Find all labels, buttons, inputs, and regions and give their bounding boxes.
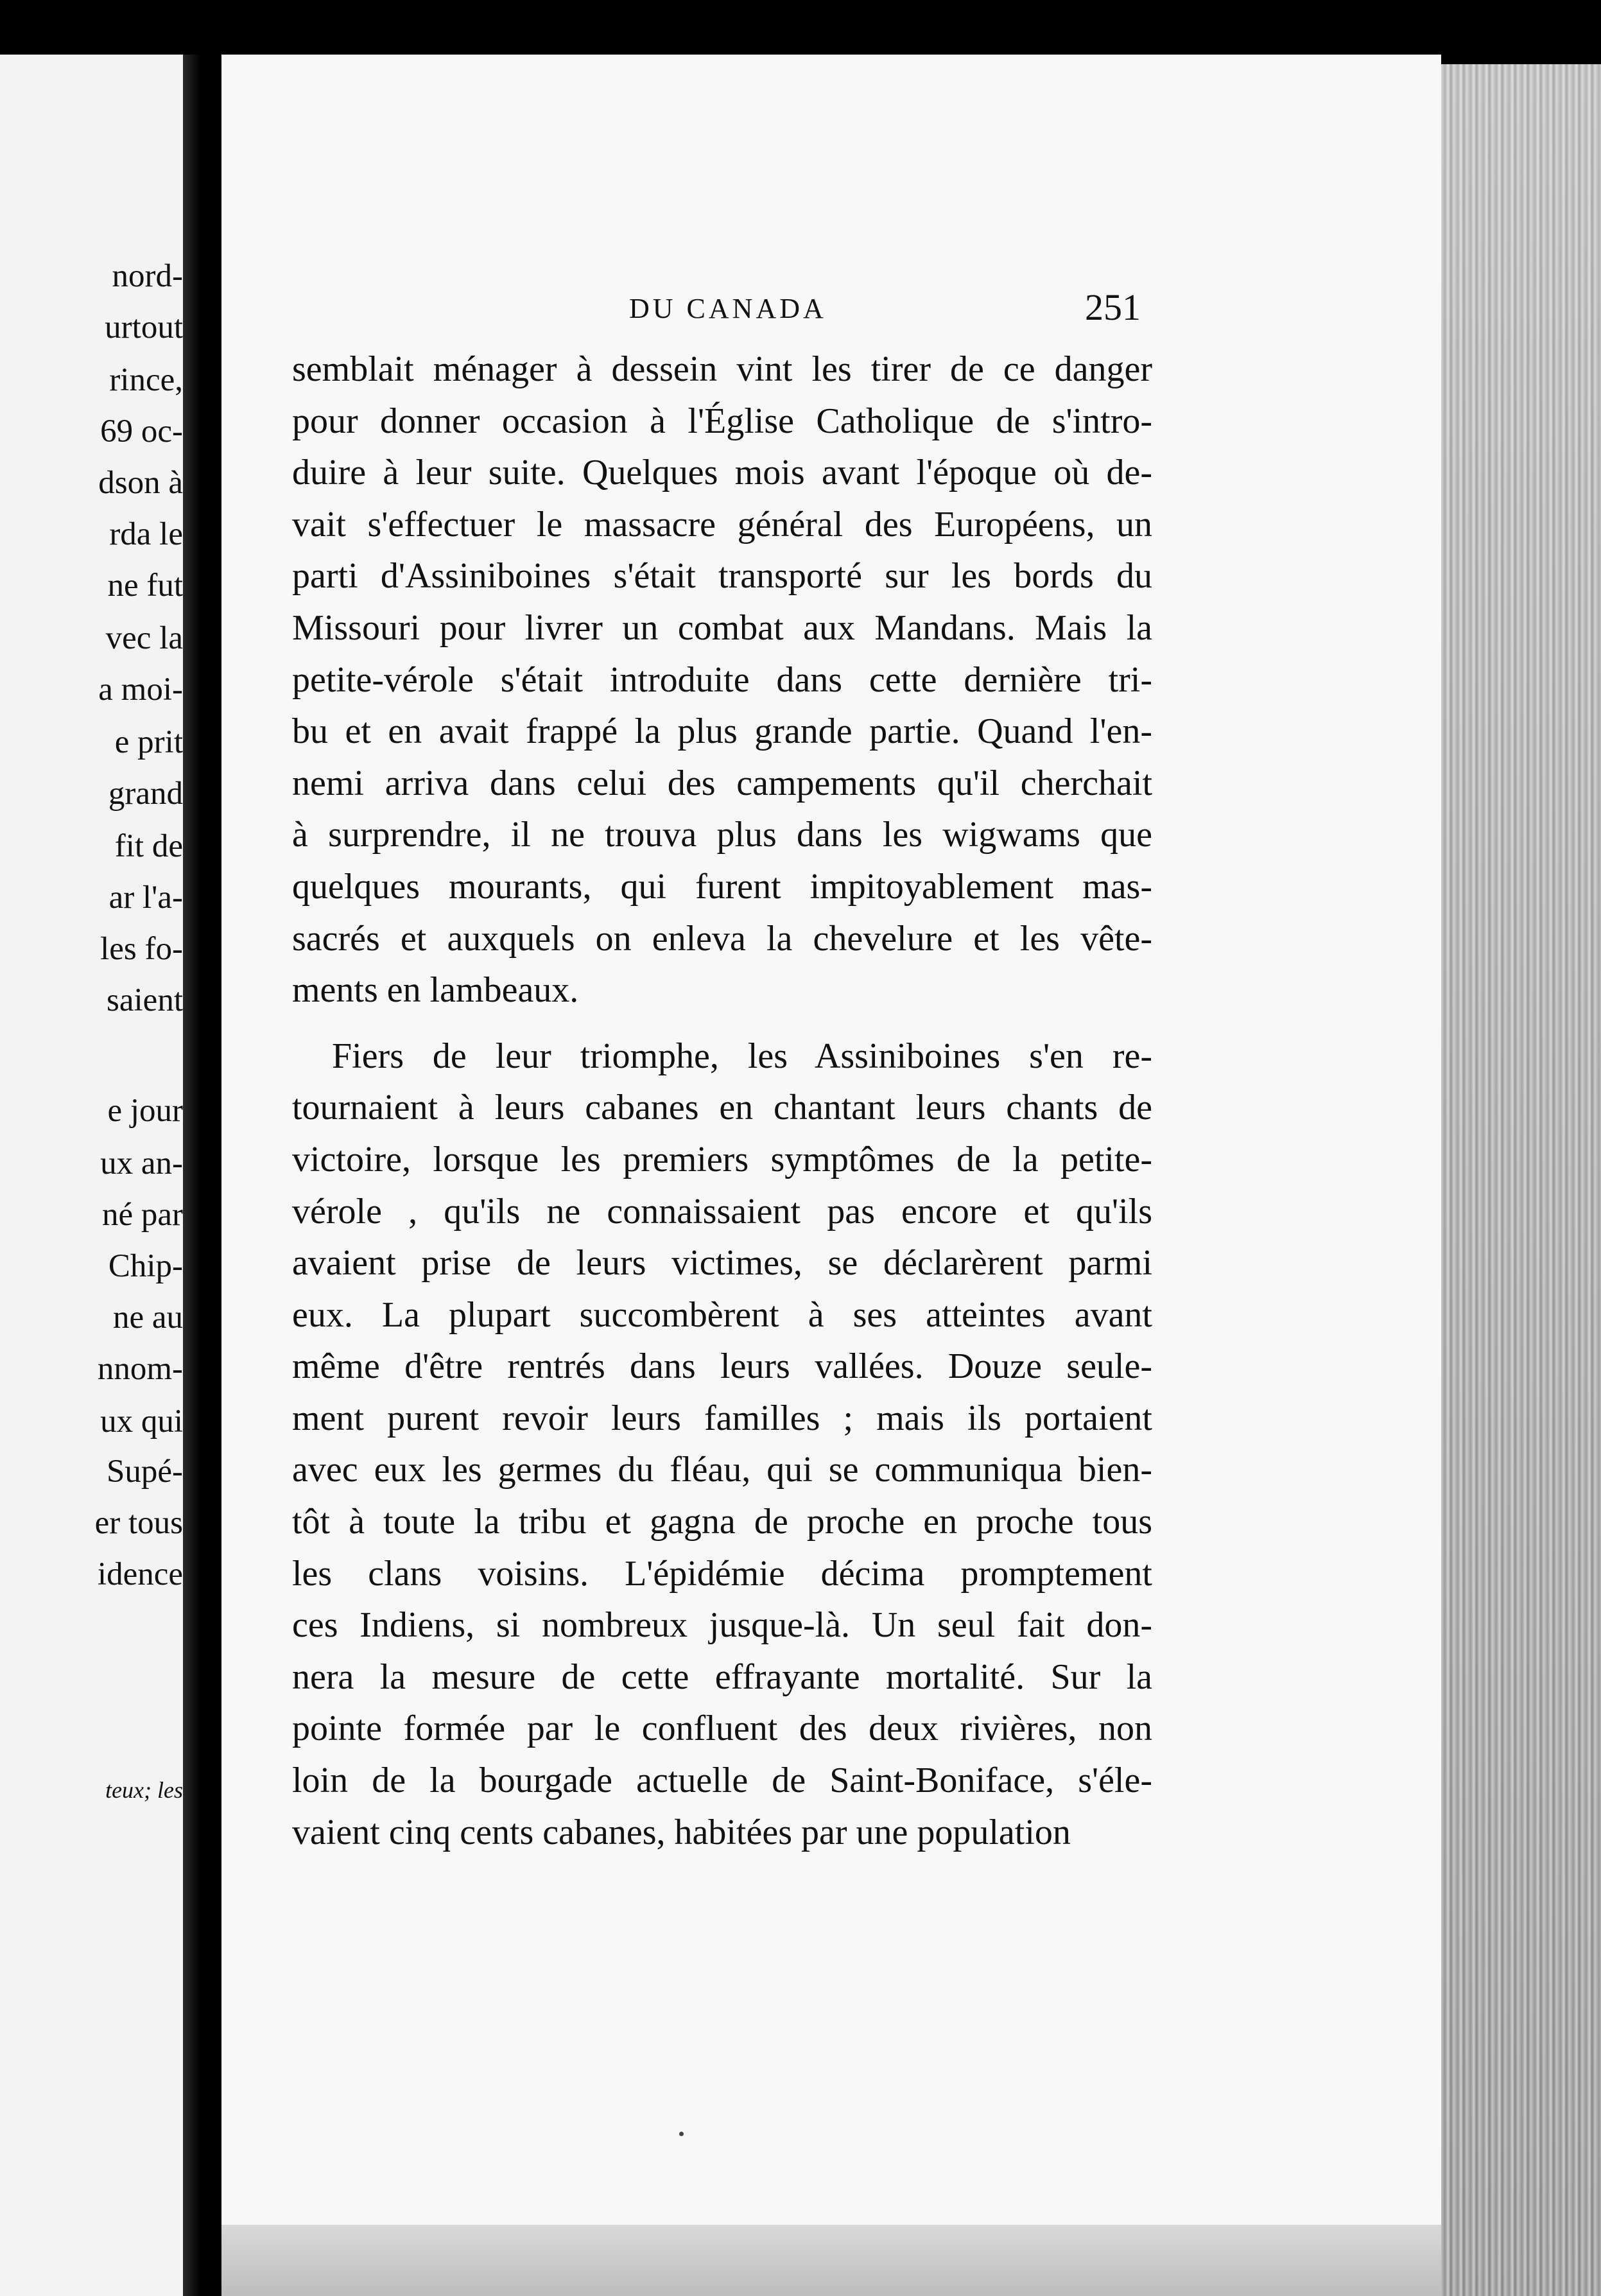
text-line: loin de la bourgade actuelle de Saint-Boniface, s'éle- bbox=[292, 1761, 1152, 1801]
left-page-line: Supé- bbox=[107, 1454, 183, 1490]
text-line: eux. La plupart succombèrent à ses atteintes avant bbox=[292, 1294, 1152, 1335]
text-line: duire à leur suite. Quelques mois avant l'époque où de- bbox=[292, 453, 1152, 493]
text-line: petite-vérole s'était introduite dans cette dernière tri- bbox=[292, 659, 1152, 700]
left-page-line: les fo- bbox=[100, 931, 183, 967]
left-page-line: nnom- bbox=[97, 1351, 183, 1387]
left-page-line: grand bbox=[108, 776, 183, 812]
text-line: Missouri pour livrer un combat aux Mandans. Mais la bbox=[292, 607, 1152, 648]
text-line: pointe formée par le confluent des deux rivières, non bbox=[292, 1709, 1152, 1749]
text-line: même d'être rentrés dans leurs vallées. Douze seule- bbox=[292, 1346, 1152, 1387]
text-line: victoire, lorsque les premiers symptômes de la petite- bbox=[292, 1139, 1152, 1179]
left-page-line: urtout bbox=[105, 309, 183, 345]
left-page-line: vec la bbox=[105, 620, 183, 656]
text-line: les clans voisins. L'épidémie décima promptement bbox=[292, 1553, 1152, 1594]
text-line: vaient cinq cents cabanes, habitées par une population bbox=[292, 1812, 1071, 1852]
left-page-line: ux qui bbox=[100, 1404, 183, 1439]
text-line: ments en lambeaux. bbox=[292, 970, 579, 1011]
text-line: vérole , qu'ils ne connaissaient pas encore et qu'ils bbox=[292, 1191, 1152, 1231]
left-page-line: e jour bbox=[107, 1093, 183, 1129]
text-line: ces Indiens, si nombreux jusque-là. Un seul fait don- bbox=[292, 1605, 1152, 1646]
book-gutter bbox=[183, 55, 221, 2296]
text-line: nemi arriva dans celui des campements qu'il cherchait bbox=[292, 763, 1152, 803]
text-line: Fiers de leur triomphe, les Assiniboines s'en re- bbox=[332, 1036, 1152, 1076]
text-line: tôt à toute la tribu et gagna de proche en proche tous bbox=[292, 1502, 1152, 1542]
left-page-line: rda le bbox=[109, 516, 183, 552]
body-text bbox=[292, 344, 1152, 1858]
text-line: parti d'Assiniboines s'était transporté sur les bords du bbox=[292, 556, 1152, 596]
left-page-footnote: teux; les bbox=[105, 1777, 183, 1803]
page-number: 251 bbox=[1085, 286, 1141, 328]
print-speck bbox=[679, 2132, 684, 2136]
text-line: sacrés et auxquels on enleva la chevelure et les vête- bbox=[292, 918, 1152, 959]
left-page-line: rince, bbox=[109, 362, 183, 398]
paragraph bbox=[292, 344, 1152, 1016]
text-line: avaient prise de leurs victimes, se déclarèrent parmi bbox=[292, 1243, 1152, 1283]
left-page-line: ar l'a- bbox=[108, 880, 183, 916]
page-bottom-margin bbox=[221, 2225, 1441, 2296]
left-page-line: nord- bbox=[112, 258, 183, 294]
text-line: vait s'effectuer le massacre général des Européens, un bbox=[292, 504, 1152, 544]
left-page-fragment bbox=[0, 55, 183, 2296]
text-line: avec eux les germes du fléau, qui se communiqua bien- bbox=[292, 1450, 1152, 1490]
left-page-line: Chip- bbox=[108, 1248, 183, 1284]
text-line: nera la mesure de cette effrayante mortalité. Sur la bbox=[292, 1657, 1152, 1697]
text-line: semblait ménager à dessein vint les tirer de ce danger bbox=[292, 349, 1152, 389]
paragraph bbox=[292, 1031, 1152, 1859]
left-page-line: dson à bbox=[98, 465, 183, 501]
left-page-line: ux an- bbox=[100, 1145, 183, 1181]
running-head: DU CANADA bbox=[629, 293, 827, 324]
left-page-line: er tous bbox=[94, 1505, 183, 1541]
left-page-line: 69 oc- bbox=[100, 413, 183, 449]
left-page-line: ne au bbox=[112, 1300, 183, 1335]
text-line: ment purent revoir leurs familles ; mais ils portaient bbox=[292, 1398, 1152, 1438]
text-line: pour donner occasion à l'Église Catholique de s'intro- bbox=[292, 401, 1152, 441]
paragraph-gap bbox=[292, 1016, 1152, 1031]
left-page-line: idence bbox=[97, 1556, 183, 1592]
text-line: bu et en avait frappé la plus grande partie. Quand l'en- bbox=[292, 711, 1152, 752]
left-page-line: e prit bbox=[114, 724, 183, 760]
text-line: tournaient à leurs cabanes en chantant leurs chants de bbox=[292, 1088, 1152, 1128]
page-edge bbox=[1441, 64, 1601, 2296]
left-page-line: saient bbox=[107, 982, 183, 1018]
left-page-line: né par bbox=[101, 1197, 183, 1233]
text-line: quelques mourants, qui furent impitoyablement mas- bbox=[292, 866, 1152, 907]
left-page-line: ne fut bbox=[107, 568, 183, 604]
left-page-line: a moi- bbox=[98, 672, 183, 708]
text-line: à surprendre, il ne trouva plus dans les wigwams que bbox=[292, 815, 1152, 855]
left-page-line: fit de bbox=[114, 828, 183, 864]
